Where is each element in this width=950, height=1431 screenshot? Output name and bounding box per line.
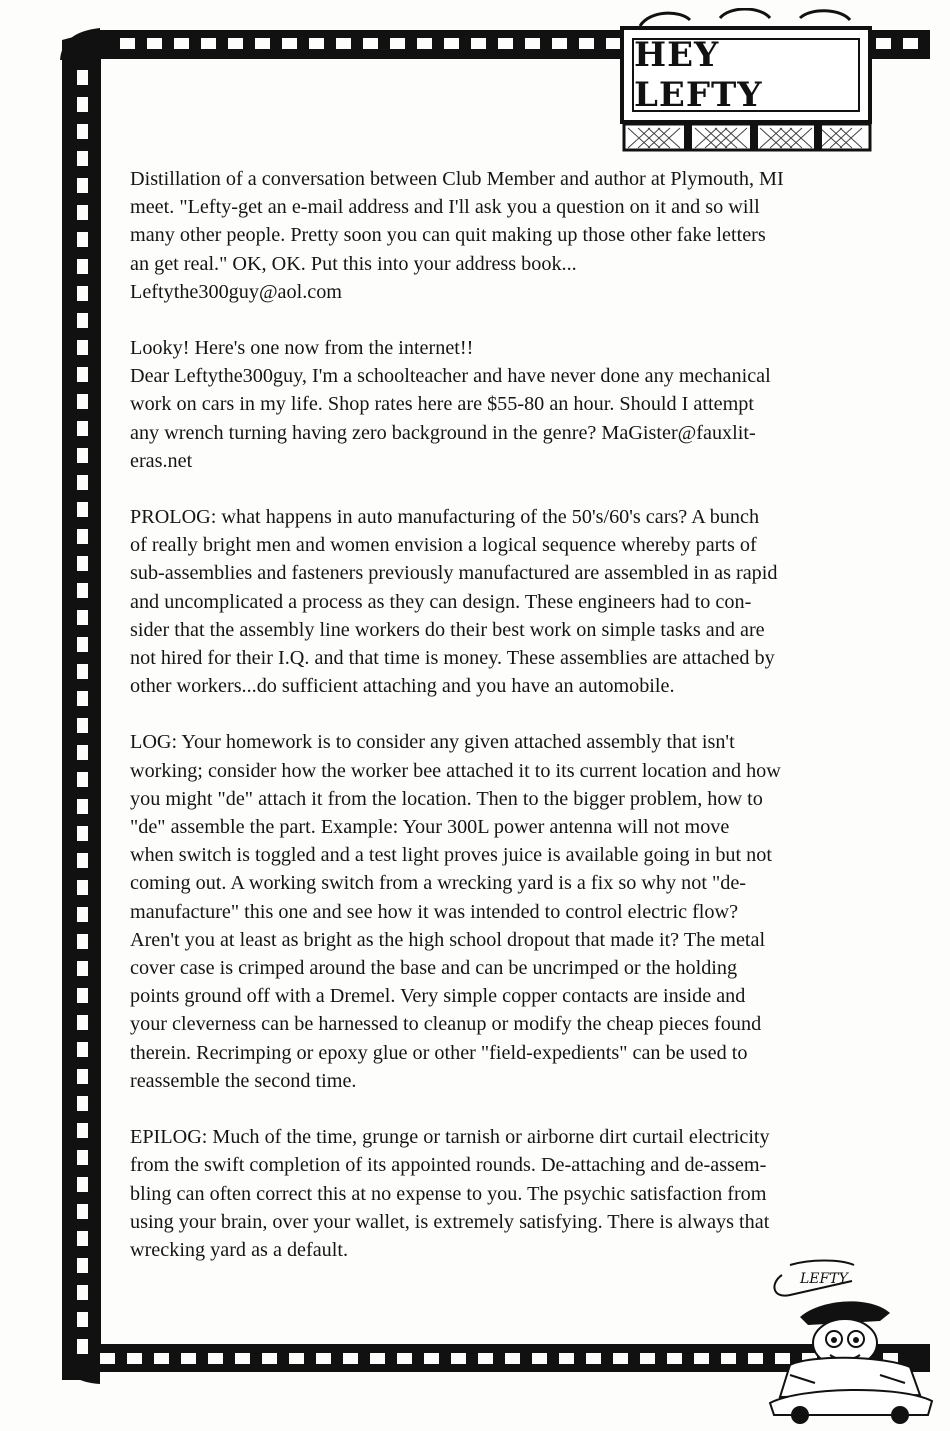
- text-line: PROLOG: what happens in auto manufacturing of the 50's/60's cars? A bunch: [130, 506, 760, 529]
- text-line: any wrench turning having zero background in the genre? MaGister@fauxlit-: [130, 421, 756, 444]
- text-line: Looky! Here's one now from the internet!!: [130, 337, 474, 360]
- text-line: when switch is toggled and a test light proves juice is available going in but not: [130, 844, 772, 867]
- text-line: not hired for their I.Q. and that time is money. These assemblies are attached by: [130, 647, 775, 670]
- text-line: your cleverness can be harnessed to cleanup or modify the cheap pieces found: [130, 1013, 762, 1036]
- text-line: manufacture" this one and see how it was intended to control electric flow?: [130, 900, 739, 923]
- sign-inner-border: [632, 35, 860, 115]
- text-line: wrecking yard as a default.: [130, 1238, 349, 1261]
- paragraph-letter: [130, 334, 878, 475]
- text-line: meet. "Lefty-get an e-mail address and I'll ask you a question on it and so will: [130, 196, 760, 219]
- text-line: eras.net: [130, 449, 193, 472]
- text-line: LOG: Your homework is to consider any given attached assembly that isn't: [130, 731, 735, 754]
- text-line: Aren't you at least as bright as the high school dropout that made it? The metal: [130, 928, 766, 951]
- text-line: "de" assemble the part. Example: Your 300L power antenna will not move: [130, 816, 730, 839]
- text-line: using your brain, over your wallet, is extremely satisfying. There is always that: [130, 1210, 770, 1233]
- paragraph-prolog: [130, 503, 878, 700]
- text-line: sub-assemblies and fasteners previously manufactured are assembled in as rapid: [130, 562, 778, 585]
- hey-lefty-sign: [610, 8, 880, 158]
- text-line: cover case is crimped around the base and can be uncrimped or the holding: [130, 957, 738, 980]
- text-line: points ground off with a Dremel. Very simple copper contacts are inside and: [130, 985, 746, 1008]
- text-line: Distillation of a conversation between Club Member and author at Plymouth, MI: [130, 168, 784, 190]
- text-line: sider that the assembly line workers do their best work on simple tasks and are: [130, 618, 765, 641]
- lefty-cartoon-signature: [760, 1255, 935, 1425]
- text-line: EPILOG: Much of the time, grunge or tarnish or airborne dirt curtail electricity: [130, 1126, 770, 1149]
- text-line: Dear Leftythe300guy, I'm a schoolteacher and have never done any mechanical: [130, 365, 771, 388]
- signature-text: LEFTY: [800, 1271, 848, 1287]
- text-line: other workers...do sufficient attaching and you have an automobile.: [130, 675, 675, 698]
- text-line: you might "de" attach it from the location. Then to the bigger problem, how to: [130, 787, 763, 810]
- page-title: HEY LEFTY: [634, 35, 763, 115]
- text-line: from the swift completion of its appointed rounds. De-attaching and de-assem-: [130, 1154, 767, 1177]
- text-line: many other people. Pretty soon you can quit making up those other fake letters: [130, 224, 766, 247]
- text-line: Leftythe300guy@aol.com: [130, 280, 342, 303]
- text-line: reassemble the second time.: [130, 1069, 357, 1092]
- text-line: bling can often correct this at no expense to you. The psychic satisfaction from: [130, 1182, 767, 1205]
- text-line: coming out. A working switch from a wrecking yard is a fix so why not "de-: [130, 872, 747, 895]
- paragraph-epilog: [130, 1123, 878, 1264]
- text-line: of really bright men and women envision a logical sequence whereby parts of: [130, 534, 757, 557]
- text-line: therein. Recrimping or epoxy glue or other "field-expedients" can be used to: [130, 1041, 748, 1064]
- paragraph-log: [130, 728, 878, 1095]
- text-line: work on cars in my life. Shop rates here are $55-80 an hour. Should I attempt: [130, 393, 754, 416]
- text-line: and uncomplicated a process as they can design. These engineers had to con-: [130, 590, 752, 613]
- article-body: [130, 165, 878, 1292]
- text-line: working; consider how the worker bee attached it to its current location and how: [130, 759, 781, 782]
- paragraph-intro: [130, 165, 878, 306]
- text-line: an get real." OK, OK. Put this into your address book...: [130, 252, 577, 275]
- sign-board: [620, 26, 872, 124]
